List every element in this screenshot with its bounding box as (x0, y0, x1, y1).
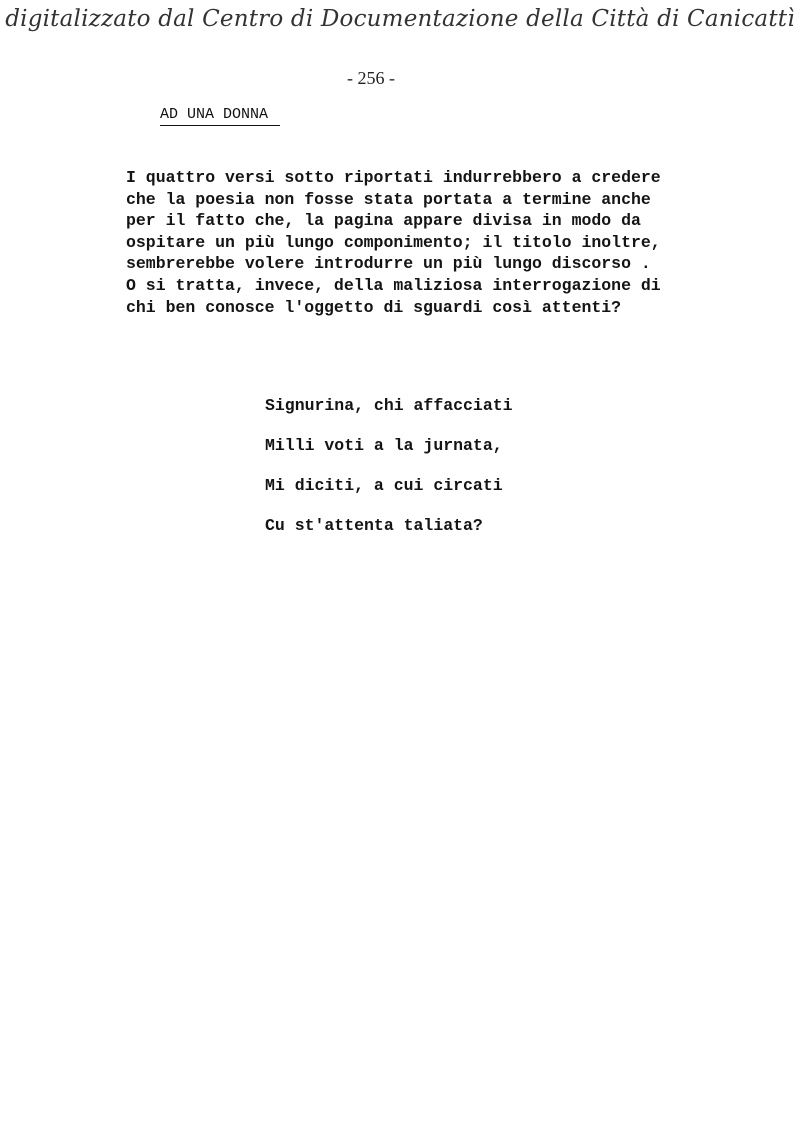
poem-title: AD UNA DONNA (160, 106, 280, 126)
poem-verse: Mi diciti, a cui circati (265, 476, 503, 495)
intro-line: chi ben conosce l'oggetto di sguardi così attenti? (126, 297, 622, 317)
intro-line: per il fatto che, la pagina appare divisa in modo da (126, 211, 641, 231)
page-number: - 256 - (347, 68, 395, 88)
digitization-watermark-header: digitalizzato dal Centro di Documentazione della Città di Canicattì (5, 6, 795, 32)
intro-paragraph (126, 167, 726, 318)
poem-verse: Signurina, chi affacciati (265, 396, 513, 415)
intro-line: I quattro versi sotto riportati indurrebbero a credere (126, 168, 661, 187)
intro-line: O si tratta, invece, della maliziosa interrogazione di (126, 275, 661, 295)
intro-line: che la poesia non fosse stata portata a termine anche (126, 189, 651, 209)
poem-verse: Milli voti a la jurnata, (265, 436, 503, 455)
poem-stanza (265, 395, 513, 555)
poem-verse: Cu st'attenta taliata? (265, 516, 483, 535)
intro-line: ospitare un più lungo componimento; il titolo inoltre, (126, 232, 661, 252)
intro-line: sembrerebbe volere introdurre un più lungo discorso . (126, 254, 651, 274)
